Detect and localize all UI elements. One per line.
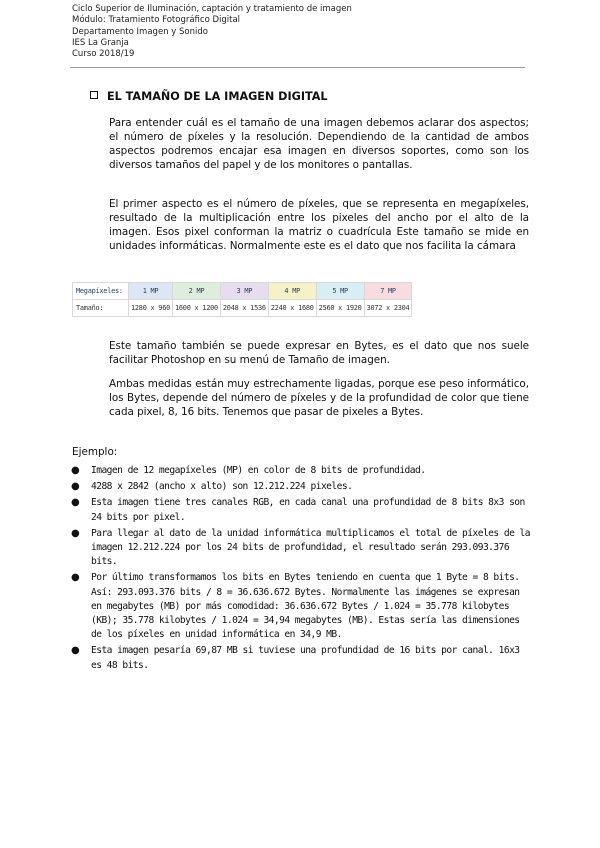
header-line-year: Curso 2018/19: [72, 49, 135, 60]
paragraph-pixels: El primer aspecto es el número de píxeles, que se representa en megapíxeles, resultado de la multiplicación entre los pixeles del ancho por el alto de la imagen. Esos pixel conforman la matriz o cuadrícula Este tamaño se mide en unidades informáticas. Normalmente este es el dato que nos facilita la cámara: [109, 198, 529, 253]
header-line-school: IES La Granja: [72, 37, 129, 48]
bullet-dot-icon: ●: [71, 527, 80, 539]
megapixel-cell: 2 MP: [173, 283, 221, 300]
example-label: Ejemplo:: [72, 446, 118, 458]
size-row-label: Tamaño:: [73, 300, 129, 317]
paragraph-bytes: Este tamaño también se puede expresar en Bytes, es el dato que nos suele facilitar Photoshop en su menú de Tamaño de imagen.: [109, 340, 529, 367]
list-item: [71, 527, 531, 570]
size-cell: 2560 x 1920: [316, 300, 364, 317]
example-list: [71, 464, 531, 675]
section-title: [90, 90, 328, 103]
megapixel-table: [72, 282, 412, 317]
list-item-text: Esta imagen tiene tres canales RGB, en cada canal una profundidad de 8 bits 8x3 son 24 bits por pixel.: [91, 497, 525, 523]
size-row: [73, 300, 412, 317]
list-item-text: 4288 x 2842 (ancho x alto) son 12.212.224 pixeles.: [91, 481, 353, 493]
list-item-text: Esta imagen pesaría 69,87 MB si tuviese una profundidad de 16 bits por canal. 16x3 es 48 bits.: [91, 645, 520, 671]
header-line-course: Ciclo Superior de Iluminación, captación y tratamiento de imagen: [72, 4, 352, 14]
megapixel-cell: 5 MP: [316, 283, 364, 300]
list-item: [71, 464, 531, 478]
megapixel-cell: 4 MP: [268, 283, 316, 300]
list-item: [71, 480, 531, 494]
bullet-dot-icon: ●: [71, 481, 80, 493]
size-cell: 1280 x 960: [129, 300, 173, 317]
megapixel-row: [73, 283, 412, 300]
bullet-dot-icon: ●: [71, 645, 80, 657]
header-divider: [70, 67, 525, 68]
list-item: [71, 571, 531, 642]
list-item-text: Para llegar al dato de la unidad informática multiplicamos el total de píxeles de la imagen 12.212.224 por los 24 bits de profundidad, el resultado serán 293.093.376 bits.: [91, 527, 530, 568]
megapixel-cell: 7 MP: [364, 283, 412, 300]
document-header: [72, 4, 352, 60]
megapixel-row-label: Megapíxeles:: [73, 283, 129, 300]
checkbox-bullet-icon: [90, 91, 98, 99]
list-item-text: Por último transformamos los bits en Bytes teniendo en cuenta que 1 Byte = 8 bits. Así: 293.093.376 bits / 8 = 36.636.672 Bytes. Normalmente las imágenes se expresan en megabytes (MB) por más comodidad: 36.636.672 Bytes / 1.024 = 35.778 kilobytes (KB); 35.778 kilobytes / 1.024 = 34,94 megabytes (MB). Estas sería las dimensiones de los píxeles en unidad informática en 34,9 MB.: [91, 572, 520, 641]
header-line-module: Módulo: Tratamiento Fotográfico Digital: [72, 15, 241, 26]
bullet-dot-icon: ●: [71, 572, 80, 584]
bullet-dot-icon: ●: [71, 465, 80, 476]
list-item: [71, 496, 531, 524]
size-cell: 1600 x 1200: [173, 300, 221, 317]
megapixel-cell: 3 MP: [220, 283, 268, 300]
section-title-text: EL TAMAÑO DE LA IMAGEN DIGITAL: [107, 90, 328, 103]
paragraph-intro: Para entender cuál es el tamaño de una imagen debemos aclarar dos aspectos; el número de píxeles y la resolución. Dependiendo de la cantidad de ambos aspectos podremos encajar esa imagen en diversos soportes, como son los diversos tamaños del papel y de los monitores o pantallas.: [109, 117, 529, 172]
size-cell: 3072 x 2304: [364, 300, 412, 317]
header-line-department: Departamento Imagen y Sonido: [72, 26, 208, 37]
list-item: [71, 644, 531, 672]
bullet-dot-icon: ●: [71, 497, 80, 509]
size-cell: 2048 x 1536: [220, 300, 268, 317]
paragraph-relation: Ambas medidas están muy estrechamente ligadas, porque ese peso informático, los Bytes, depende del número de píxeles y de la profundidad de color que tiene cada pixel, 8, 16 bits. Tenemos que pasar de pixeles a Bytes.: [109, 378, 529, 419]
size-cell: 2240 x 1680: [268, 300, 316, 317]
list-item-text: Imagen de 12 megapíxeles (MP) en color de 8 bits de profundidad.: [91, 465, 426, 476]
megapixel-cell: 1 MP: [129, 283, 173, 300]
